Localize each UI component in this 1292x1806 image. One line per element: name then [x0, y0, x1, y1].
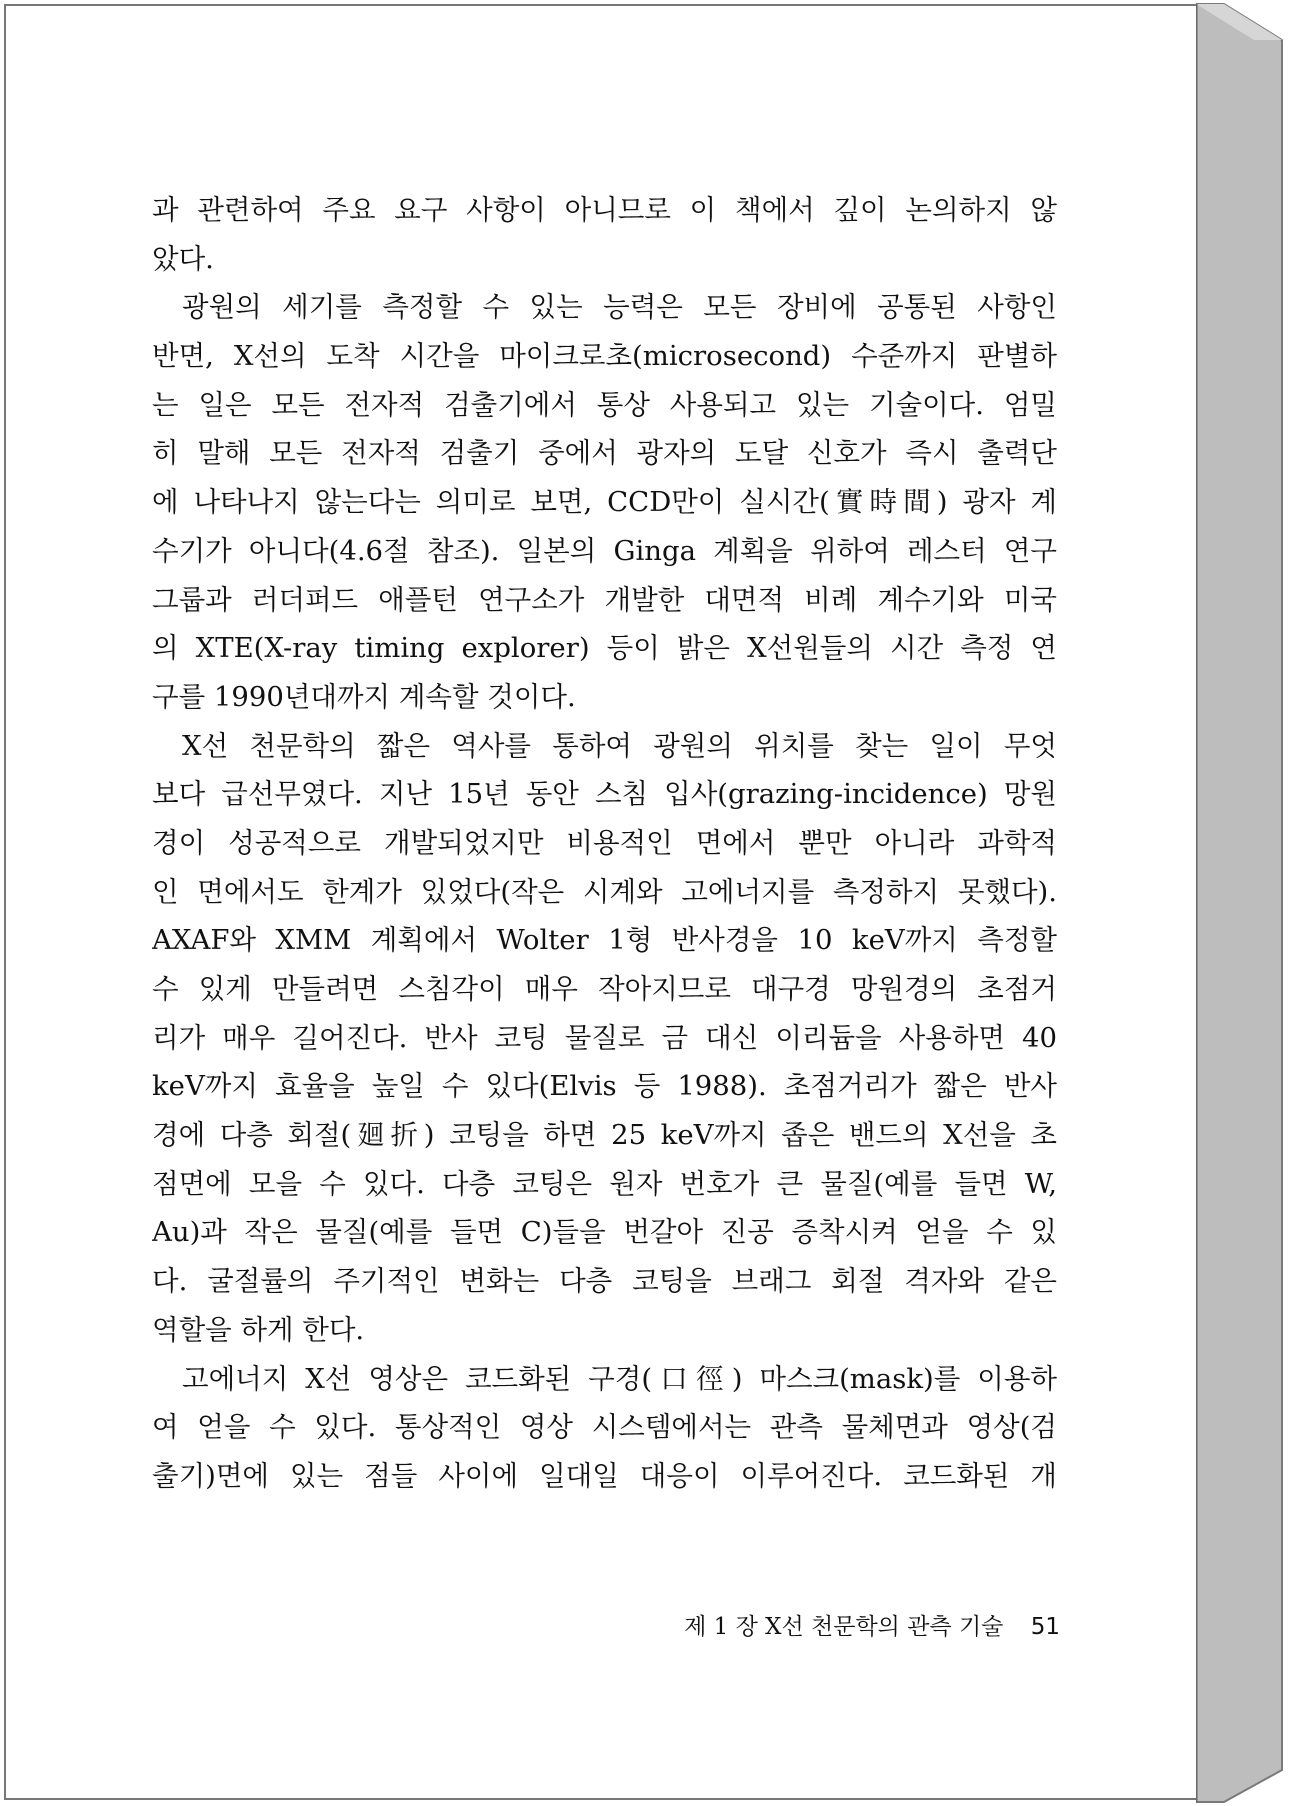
text-line: 고에너지 X선 영상은 코드화된 구경(口徑) 마스크(mask)를 이용하: [182, 1362, 1057, 1395]
text-line: 았다.: [152, 242, 214, 275]
text-line: 반면, X선의 도착 시간을 마이크로초(microsecond) 수준까지 판별하: [152, 340, 1057, 373]
text-line: 역할을 하게 한다.: [152, 1313, 365, 1346]
paragraph: [152, 1355, 1057, 1501]
text-line: AXAF와 XMM 계획에서 Wolter 1형 반사경을 10 keV까지 측정할: [152, 924, 1057, 957]
paragraph: [152, 283, 1057, 721]
text-line: 의 XTE(X-ray timing explorer) 등이 밝은 X선원들의 시간 측정 연: [152, 632, 1057, 665]
body-text: [152, 186, 1057, 1501]
text-line: 리가 매우 길어진다. 반사 코팅 물질로 금 대신 이리듐을 사용하면 40: [152, 1021, 1057, 1054]
text-line: 인 면에서도 한계가 있었다(작은 시계와 고에너지를 측정하지 못했다).: [152, 875, 1057, 908]
text-line: 출기)면에 있는 점들 사이에 일대일 대응이 이루어진다. 코드화된 개: [152, 1459, 1057, 1492]
text-line: Au)과 작은 물질(예를 들면 C)들을 번갈아 진공 증착시켜 얻을 수 있: [152, 1216, 1057, 1249]
text-line: 그룹과 러더퍼드 애플턴 연구소가 개발한 대면적 비례 계수기와 미국: [152, 583, 1057, 616]
text-line: 에 나타나지 않는다는 의미로 보면, CCD만이 실시간(實時間) 광자 계: [152, 486, 1057, 519]
paragraph: [152, 186, 1057, 283]
text-line: X선 천문학의 짧은 역사를 통하여 광원의 위치를 찾는 일이 무엇: [182, 729, 1057, 762]
text-line: 과 관련하여 주요 요구 사항이 아니므로 이 책에서 깊이 논의하지 않: [152, 194, 1057, 226]
page-number: 51: [1030, 1614, 1060, 1640]
text-line: 구를 1990년대까지 계속할 것이다.: [152, 680, 576, 713]
text-line: 경에 다층 회절(廻折) 코팅을 하면 25 keV까지 좁은 밴드의 X선을 초: [152, 1119, 1057, 1152]
text-line: 다. 굴절률의 주기적인 변화는 다층 코팅을 브래그 회절 격자와 같은: [152, 1265, 1057, 1298]
book-edge: [1196, 0, 1292, 1806]
text-line: 광원의 세기를 측정할 수 있는 능력은 모든 장비에 공통된 사항인: [182, 291, 1057, 324]
running-head: 제 1 장 X선 천문학의 관측 기술: [684, 1614, 1004, 1640]
text-line: keV까지 효율을 높일 수 있다(Elvis 등 1988). 초점거리가 짧은 반사: [152, 1070, 1057, 1103]
text-line: 는 일은 모든 전자적 검출기에서 통상 사용되고 있는 기술이다. 엄밀: [152, 388, 1057, 421]
page-footer: [640, 1608, 1060, 1641]
text-line: 히 말해 모든 전자적 검출기 중에서 광자의 도달 신호가 즉시 출력단: [152, 437, 1057, 470]
paragraph: [152, 722, 1057, 1355]
text-line: 수기가 아니다(4.6절 참조). 일본의 Ginga 계획을 위하여 레스터 연구: [152, 534, 1057, 567]
text-line: 보다 급선무였다. 지난 15년 동안 스침 입사(grazing-incidence) 망원: [152, 778, 1057, 811]
text-line: 경이 성공적으로 개발되었지만 비용적인 면에서 뿐만 아니라 과학적: [152, 826, 1057, 859]
text-line: 수 있게 만들려면 스침각이 매우 작아지므로 대구경 망원경의 초점거: [152, 973, 1057, 1005]
text-line: 여 얻을 수 있다. 통상적인 영상 시스템에서는 관측 물체면과 영상(검: [152, 1411, 1057, 1444]
text-line: 점면에 모을 수 있다. 다층 코팅은 원자 번호가 큰 물질(예를 들면 W,: [152, 1167, 1057, 1200]
